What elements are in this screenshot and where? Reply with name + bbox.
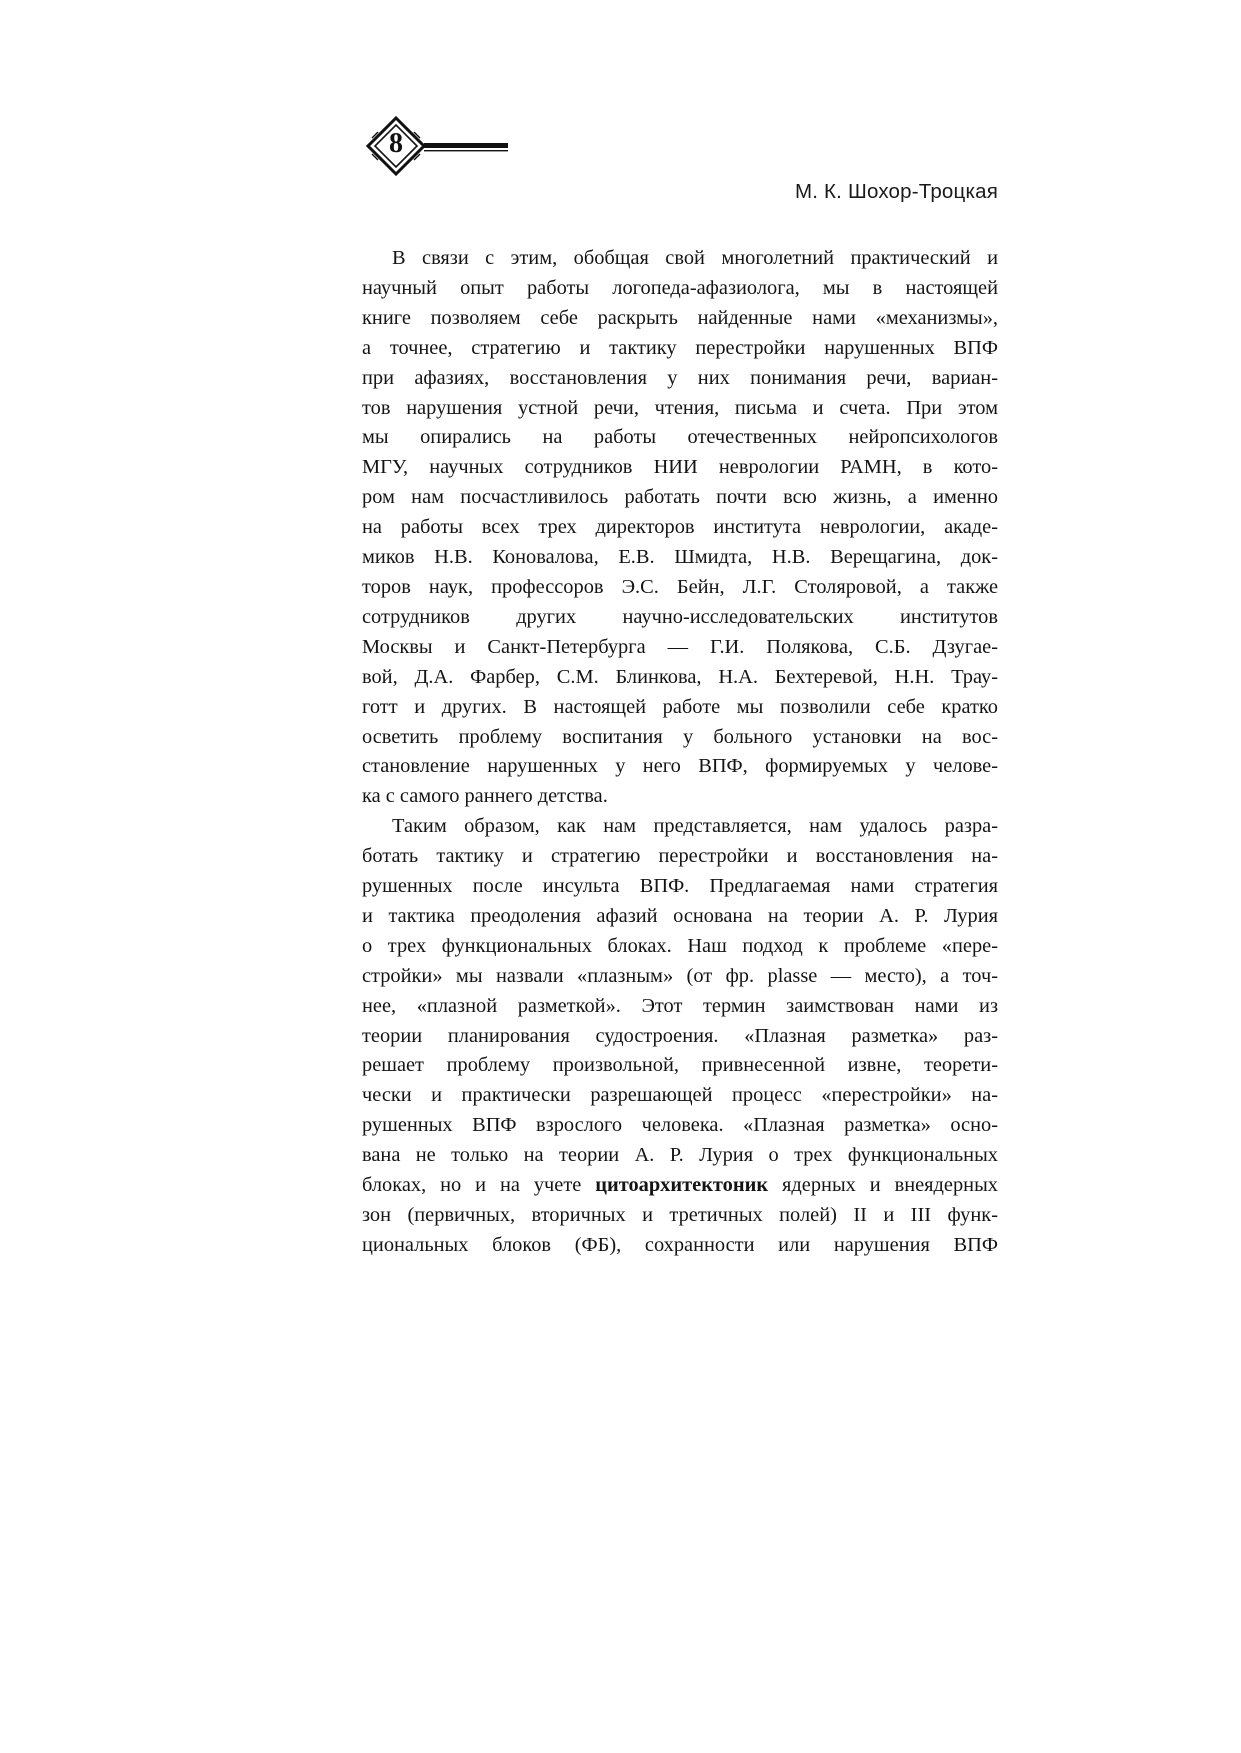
text-line: мы опирались на работы отечественных нейропсихологов — [362, 426, 998, 449]
body-text — [362, 244, 998, 1261]
text-line: ка с самого раннего детства. — [362, 785, 608, 808]
text-line: о трех функциональных блоках. Наш подход к проблеме «пере- — [362, 934, 998, 957]
text-line: готт и других. В настоящей работе мы позволили себе кратко — [362, 695, 998, 718]
text-line: Таким образом, как нам представляется, нам удалось разра- — [392, 815, 998, 838]
text-line: а точнее, стратегию и тактику перестройки нарушенных ВПФ — [362, 336, 998, 359]
text-line: сотрудников других научно-исследовательских институтов — [362, 605, 998, 628]
text-line: чески и практически разрешающей процесс «перестройки» на- — [362, 1084, 998, 1107]
text-line: торов наук, профессоров Э.С. Бейн, Л.Г. Столяровой, а также — [362, 575, 998, 598]
paragraph-1 — [362, 244, 998, 812]
page-number-badge — [362, 114, 512, 178]
emphasized-term: цитоархитектоник — [595, 1174, 769, 1197]
text-line: миков Н.В. Коновалова, Е.В. Шмидта, Н.В. Верещагина, док- — [362, 546, 998, 569]
text-line: В связи с этим, обобщая свой многолетний практический и — [392, 247, 998, 269]
text-line: теории планирования судостроения. «Плазная разметка» раз- — [362, 1024, 998, 1047]
text-line: научный опыт работы логопеда-афазиолога, мы в настоящей — [362, 276, 998, 299]
text-line: при афазиях, восстановления у них понимания речи, вариан- — [362, 366, 998, 389]
text-line: осветить проблему воспитания у больного установки на вос- — [362, 725, 998, 748]
text-line: рушенных ВПФ взрослого человека. «Плазная разметка» осно- — [362, 1114, 998, 1137]
page-number: 8 — [389, 128, 403, 159]
text-line: книге позволяем себе раскрыть найденные нами «механизмы», — [362, 306, 998, 329]
text-line-with-emphasis — [362, 1171, 998, 1201]
text-line: вана не только на теории А. Р. Лурия о трех функциональных — [362, 1144, 998, 1167]
running-header: М. К. Шохор-Троцкая — [794, 180, 998, 203]
text-line: циональных блоков (ФБ), сохранности или нарушения ВПФ — [362, 1233, 998, 1256]
text-line: нее, «плазной разметкой». Этот термин заимствован нами из — [362, 994, 998, 1017]
text-line: ботать тактику и стратегию перестройки и восстановления на- — [362, 845, 998, 868]
text-line: и тактика преодоления афазий основана на теории А. Р. Лурия — [362, 904, 998, 927]
text-line: решает проблему произвольной, привнесенной извне, теорети- — [362, 1054, 998, 1077]
text-line: рушенных после инсульта ВПФ. Предлагаемая нами стратегия — [362, 875, 998, 898]
text-line: становление нарушенных у него ВПФ, формируемых у челове- — [362, 755, 998, 778]
text-fragment: блоках, но и на учете — [362, 1174, 596, 1197]
text-line: зон (первичных, вторичных и третичных полей) II и III функ- — [362, 1204, 998, 1226]
text-line: на работы всех трех директоров института неврологии, акаде- — [362, 516, 998, 539]
text-line: ром нам посчастливилось работать почти всю жизнь, а именно — [362, 486, 998, 509]
paragraph-2 — [362, 812, 998, 1261]
text-line: Москвы и Санкт-Петербурга — Г.И. Полякова, С.Б. Дзугае- — [362, 635, 998, 658]
text-line: тов нарушения устной речи, чтения, письма и счета. При этом — [362, 396, 998, 419]
text-line: вой, Д.А. Фарбер, С.М. Блинкова, Н.А. Бехтеревой, Н.Н. Трау- — [362, 665, 998, 688]
text-line: МГУ, научных сотрудников НИИ неврологии РАМН, в кото- — [362, 456, 998, 479]
text-fragment: ядерных и внеядерных — [768, 1174, 998, 1197]
text-line: стройки» мы назвали «плазным» (от фр. plasse — место), а точ- — [362, 964, 998, 987]
